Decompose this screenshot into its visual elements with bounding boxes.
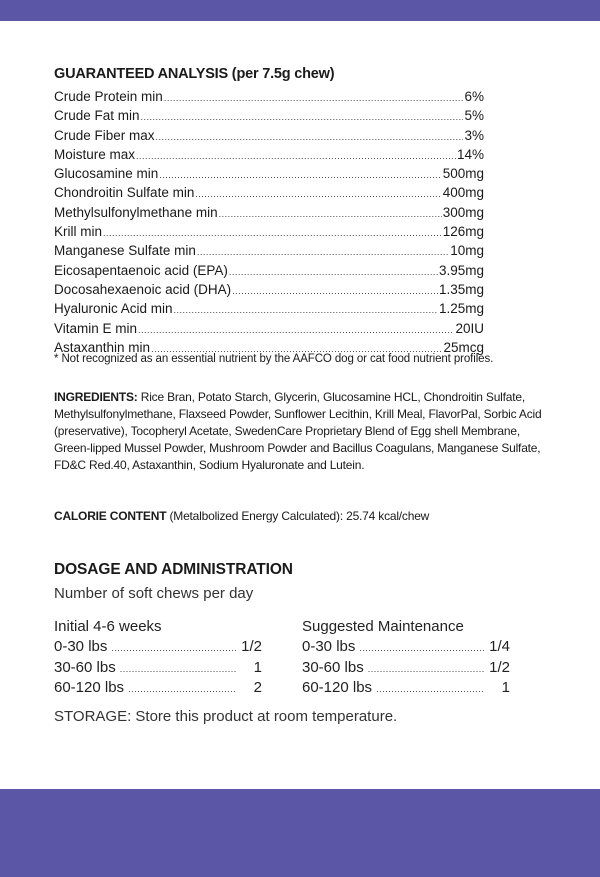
analysis-label: Eicosapentaenoic acid (EPA): [54, 262, 228, 278]
analysis-row: [54, 164, 484, 183]
dot-leader: [197, 241, 449, 262]
guaranteed-analysis-title: GUARANTEED ANALYSIS (per 7.5g chew): [54, 66, 335, 82]
chew-count: 1/2: [241, 638, 262, 655]
analysis-value: 5%: [464, 108, 484, 124]
dot-leader: [111, 637, 236, 659]
dot-leader: [103, 222, 442, 243]
initial-dosage-column: [54, 616, 262, 699]
analysis-row: [54, 87, 484, 106]
analysis-label: Docosahexaenoic acid (DHA): [54, 281, 232, 297]
analysis-label: Manganese Sulfate min: [54, 243, 196, 259]
weight-range: 60-120 lbs: [54, 679, 125, 696]
dot-leader: [232, 280, 438, 301]
ingredients-text: Rice Bran, Potato Starch, Glycerin, Glucosamine HCL, Chondroitin Sulfate, Methylsulfonylmethane, Flaxseed Powder, Sunflower Lecithin, Krill Meal, FlavorPal, Sorbic Acid (preservative), Tocopheryl Acetate, SwedenCare Proprietary Blend of Egg shell Membrane, Green-lipped Mussel Powder, Mushroom Powder and Bacillus Coagulans, Manganese Sulfate, FD&C Red.40, Astaxanthin, Sodium Hyaluronate and Lutein.: [54, 390, 542, 472]
dosage-row: [302, 678, 510, 699]
storage-instructions: STORAGE: Store this product at room temperature.: [54, 708, 398, 725]
ingredients-label: INGREDIENTS:: [54, 390, 138, 404]
analysis-label: Crude Fiber max: [54, 127, 155, 143]
analysis-row: [54, 203, 484, 222]
dot-leader: [136, 145, 456, 166]
dot-leader: [376, 678, 484, 700]
chew-count: 1: [253, 658, 262, 676]
analysis-row: [54, 299, 484, 318]
analysis-value: 1.25mg: [438, 301, 484, 317]
analysis-row: [54, 319, 484, 338]
dosage-row: [54, 658, 262, 679]
analysis-row: [54, 126, 484, 145]
aafco-footnote: * Not recognized as an essential nutrient by the AAFCO dog or cat food nutrient profiles.: [54, 353, 494, 365]
analysis-label: Krill min: [54, 224, 103, 240]
calorie-text: (Metalbolized Energy Calculated): 25.74 kcal/chew: [166, 509, 430, 523]
bottom-color-band: [0, 789, 600, 877]
chew-count: 1/2: [489, 658, 510, 676]
dosage-title: DOSAGE AND ADMINISTRATION: [54, 561, 293, 578]
analysis-row: [54, 145, 484, 164]
analysis-value: 400mg: [442, 185, 484, 201]
analysis-value: 3.95mg: [438, 262, 484, 278]
analysis-row: [54, 222, 484, 241]
analysis-row: [54, 106, 484, 125]
maintenance-heading: Suggested Maintenance: [302, 618, 464, 635]
analysis-value: 10mg: [450, 243, 484, 259]
ingredients-paragraph: [54, 389, 544, 474]
analysis-value: 3%: [464, 127, 484, 143]
maintenance-dosage-column: [302, 616, 510, 699]
dot-leader: [156, 126, 464, 147]
analysis-value: 25mcg: [443, 339, 484, 355]
analysis-value: 20IU: [455, 320, 484, 336]
analysis-label: Astaxanthin min: [54, 339, 151, 355]
dot-leader: [159, 164, 441, 185]
dot-leader: [128, 678, 236, 700]
dot-leader: [120, 658, 236, 680]
calorie-content: [54, 509, 429, 523]
dot-leader: [195, 183, 441, 204]
analysis-row: [54, 261, 484, 280]
analysis-row: [54, 183, 484, 202]
dosage-subtitle: Number of soft chews per day: [54, 585, 254, 602]
analysis-label: Hyaluronic Acid min: [54, 301, 173, 317]
weight-range: 60-120 lbs: [302, 679, 373, 696]
dot-leader: [164, 87, 464, 108]
analysis-label: Chondroitin Sulfate min: [54, 185, 195, 201]
analysis-value: 300mg: [442, 204, 484, 220]
dot-leader: [229, 261, 438, 282]
analysis-label: Glucosamine min: [54, 166, 159, 182]
guaranteed-analysis-list: [54, 87, 484, 357]
dosage-row: [302, 637, 510, 658]
dot-leader: [359, 637, 484, 659]
analysis-value: 500mg: [442, 166, 484, 182]
dot-leader: [141, 106, 464, 127]
analysis-value: 6%: [464, 89, 484, 104]
dot-leader: [138, 319, 454, 340]
analysis-value: 1.35mg: [438, 281, 484, 297]
chew-count: 1: [501, 679, 510, 696]
analysis-label: Vitamin E min: [54, 320, 138, 336]
dot-leader: [368, 658, 484, 680]
weight-range: 30-60 lbs: [302, 658, 364, 676]
analysis-value: 14%: [456, 146, 484, 162]
weight-range: 30-60 lbs: [54, 658, 116, 676]
weight-range: 0-30 lbs: [54, 638, 108, 655]
dot-leader: [174, 299, 438, 320]
initial-heading: Initial 4-6 weeks: [54, 618, 162, 635]
chew-count: 1/4: [489, 638, 510, 655]
dosage-row: [54, 637, 262, 658]
weight-range: 0-30 lbs: [302, 638, 356, 655]
dosage-row: [302, 658, 510, 679]
dosage-row: [54, 678, 262, 699]
chew-count: 2: [253, 679, 262, 696]
analysis-label: Moisture max: [54, 146, 136, 162]
analysis-row: [54, 241, 484, 260]
analysis-label: Methylsulfonylmethane min: [54, 204, 218, 220]
analysis-row: [54, 280, 484, 299]
calorie-label: CALORIE CONTENT: [54, 509, 167, 523]
analysis-label: Crude Protein min: [54, 89, 163, 104]
analysis-label: Crude Fat min: [54, 108, 140, 124]
top-color-band: [0, 0, 600, 21]
dot-leader: [219, 203, 442, 224]
analysis-value: 126mg: [442, 224, 484, 240]
